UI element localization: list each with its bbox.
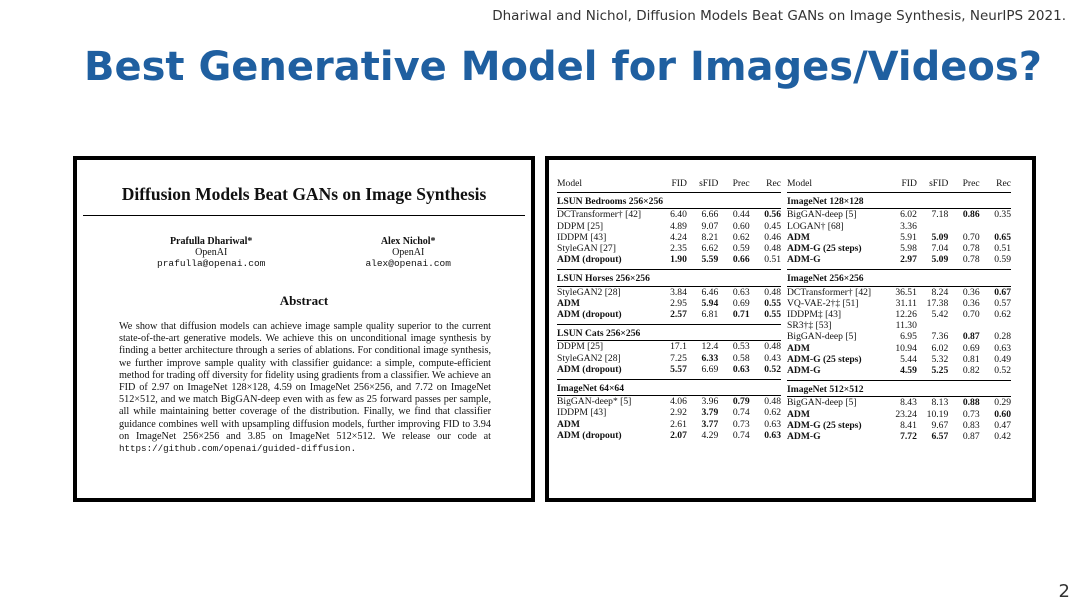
- slide-title: Best Generative Model for Images/Videos?: [84, 44, 1042, 90]
- prec-value: 0.62: [732, 231, 750, 243]
- section-header-row: [787, 381, 1011, 397]
- model-name: LOGAN† [68]: [787, 220, 844, 232]
- fid-value: 3.84: [670, 286, 687, 298]
- fid-value: 5.57: [670, 363, 687, 375]
- fid-value: 4.89: [670, 220, 687, 232]
- sfid-value: 3.96: [701, 396, 719, 408]
- fid-value: 2.57: [670, 309, 687, 321]
- fid-value: 8.41: [900, 419, 917, 431]
- model-name: IDDPM [43]: [557, 231, 607, 243]
- sfid-value: 6.46: [701, 286, 719, 298]
- rec-value: 0.67: [994, 286, 1011, 298]
- results-table: [787, 178, 1011, 442]
- fid-value: 5.98: [900, 243, 917, 255]
- table-row: [557, 309, 781, 320]
- prec-value: 0.53: [732, 341, 750, 353]
- rec-value: 0.55: [764, 297, 781, 309]
- table-row: [557, 209, 781, 221]
- model-name: BigGAN-deep [5]: [787, 209, 857, 221]
- table-row: [557, 396, 781, 408]
- prec-value: 0.87: [962, 331, 980, 343]
- column-header: sFID: [687, 178, 718, 193]
- section-header-row: [557, 270, 781, 286]
- sfid-value: 6.57: [931, 431, 949, 443]
- table-row: [557, 430, 781, 441]
- prec-value: 0.87: [962, 431, 980, 443]
- fid-value: 4.24: [670, 231, 687, 243]
- prec-value: 0.78: [962, 243, 980, 255]
- table-row: [787, 365, 1011, 376]
- paper-title: Diffusion Models Beat GANs on Image Synthesis: [121, 184, 487, 204]
- column-header: Rec: [980, 178, 1011, 193]
- rec-value: 0.62: [764, 407, 781, 419]
- results-table: [557, 178, 781, 441]
- table-row: [557, 243, 781, 254]
- model-name: DCTransformer† [42]: [787, 286, 872, 298]
- column-header: Prec: [718, 178, 749, 193]
- prec-value: 0.88: [962, 397, 980, 409]
- rec-value: 0.49: [994, 353, 1011, 365]
- table-row: [557, 254, 781, 265]
- author-block: [77, 236, 531, 269]
- prec-value: 0.74: [732, 429, 750, 441]
- model-name: ADM: [787, 342, 810, 354]
- section-header-row: [787, 193, 1011, 209]
- table-row: [787, 232, 1011, 243]
- sfid-value: 8.13: [931, 397, 949, 409]
- abstract-heading: Abstract: [279, 293, 329, 308]
- fid-value: 5.91: [900, 231, 917, 243]
- sfid-value: 7.18: [931, 209, 949, 221]
- fid-value: 12.26: [895, 309, 917, 321]
- column-header-row: [787, 178, 1011, 193]
- sfid-value: 6.33: [701, 352, 719, 364]
- model-name: SR3†‡ [53]: [787, 320, 832, 332]
- table-row: [557, 341, 781, 353]
- section-title: LSUN Bedrooms 256×256: [557, 193, 781, 209]
- prec-value: 0.36: [962, 297, 980, 309]
- results-table-right: [787, 178, 1011, 442]
- sfid-value: 8.21: [701, 231, 719, 243]
- model-name: ADM (dropout): [557, 254, 622, 266]
- results-tables: [545, 156, 1036, 502]
- sfid-value: 3.79: [701, 407, 719, 419]
- fid-value: 2.61: [670, 418, 687, 430]
- table-row: [787, 209, 1011, 221]
- sfid-value: 6.66: [701, 209, 719, 221]
- prec-value: 0.36: [962, 286, 980, 298]
- citation: Dhariwal and Nichol, Diffusion Models Beat GANs on Image Synthesis, NeurIPS 2021.: [492, 8, 1066, 24]
- sfid-value: 3.77: [701, 418, 719, 430]
- author-email: prafulla@openai.com: [157, 258, 266, 269]
- fid-value: 7.72: [900, 431, 917, 443]
- sfid-value: 5.94: [701, 297, 719, 309]
- model-name: ADM-G: [787, 431, 821, 443]
- prec-value: 0.59: [732, 243, 750, 255]
- prec-value: 0.78: [962, 254, 980, 266]
- sfid-value: 6.69: [701, 363, 719, 375]
- fid-value: 6.40: [670, 209, 687, 221]
- rec-value: 0.63: [764, 429, 781, 441]
- column-header: Model: [787, 178, 886, 193]
- fid-value: 2.97: [900, 254, 917, 266]
- abstract-text: [119, 321, 491, 455]
- prec-value: 0.63: [732, 363, 750, 375]
- prec-value: 0.83: [962, 419, 980, 431]
- table-row: [787, 309, 1011, 320]
- prec-value: 0.79: [732, 396, 750, 408]
- prec-value: 0.63: [732, 286, 750, 298]
- fid-value: 1.90: [670, 254, 687, 266]
- page-number: 2: [1058, 581, 1070, 602]
- model-name: ADM-G: [787, 365, 821, 377]
- rec-value: [980, 221, 1011, 232]
- column-header: FID: [656, 178, 687, 193]
- model-name: ADM-G (25 steps): [787, 419, 862, 431]
- section-title: LSUN Cats 256×256: [557, 325, 781, 341]
- rec-value: 0.60: [994, 408, 1011, 420]
- section-header-row: [787, 270, 1011, 286]
- table-row: [787, 243, 1011, 254]
- sfid-value: 9.07: [701, 220, 719, 232]
- model-name: ADM (dropout): [557, 429, 622, 441]
- table-row: [557, 407, 781, 418]
- sfid-value: 9.67: [931, 419, 949, 431]
- sfid-value: 6.02: [931, 342, 949, 354]
- prec-value: 0.69: [732, 297, 750, 309]
- prec-value: 0.44: [732, 209, 750, 221]
- table-row: [787, 254, 1011, 265]
- column-header: Prec: [948, 178, 979, 193]
- table-row: [787, 286, 1011, 298]
- fid-value: 8.43: [900, 397, 917, 409]
- model-name: StyleGAN [27]: [557, 243, 616, 255]
- sfid-value: 7.04: [931, 243, 949, 255]
- table-row: [787, 431, 1011, 442]
- table-row: [787, 354, 1011, 365]
- rec-value: 0.48: [764, 341, 781, 353]
- model-name: ADM-G (25 steps): [787, 353, 862, 365]
- model-name: BigGAN-deep [5]: [787, 397, 857, 409]
- author: [157, 236, 265, 269]
- model-name: IDDPM‡ [43]: [787, 309, 842, 321]
- author: [365, 236, 451, 269]
- fid-value: 36.51: [895, 286, 917, 298]
- prec-value: 0.74: [732, 407, 750, 419]
- fid-value: 4.06: [670, 396, 687, 408]
- sfid-value: 5.42: [931, 309, 949, 321]
- prec-value: 0.82: [962, 365, 980, 377]
- author-name: Alex Nichol*: [380, 236, 436, 247]
- author-affiliation: OpenAI: [392, 247, 425, 258]
- section-header-row: [557, 325, 781, 341]
- rec-value: 0.48: [764, 396, 781, 408]
- sfid-value: 6.62: [701, 243, 719, 255]
- column-header-row: [557, 178, 781, 193]
- rec-value: 0.55: [764, 309, 781, 321]
- rec-value: 0.46: [764, 231, 781, 243]
- rec-value: 0.42: [994, 431, 1011, 443]
- prec-value: 0.73: [732, 418, 750, 430]
- results-table-left: [557, 178, 781, 441]
- rec-value: 0.48: [764, 286, 781, 298]
- rec-value: 0.48: [764, 243, 781, 255]
- model-name: VQ-VAE-2†‡ [51]: [787, 297, 859, 309]
- model-name: BigGAN-deep* [5]: [557, 396, 632, 408]
- fid-value: 10.94: [895, 342, 917, 354]
- fid-value: 4.59: [900, 365, 917, 377]
- rec-value: 0.29: [994, 397, 1011, 409]
- prec-value: 0.71: [732, 309, 750, 321]
- rec-value: 0.35: [994, 209, 1011, 221]
- fid-value: 6.02: [900, 209, 917, 221]
- author-affiliation: OpenAI: [195, 247, 228, 258]
- fid-value: 2.92: [670, 407, 687, 419]
- prec-value: 0.86: [962, 209, 980, 221]
- sfid-value: 5.32: [931, 353, 949, 365]
- table-row: [787, 420, 1011, 431]
- table-row: [557, 364, 781, 375]
- fid-value: 6.95: [900, 331, 917, 343]
- sfid-value: 10.19: [926, 408, 949, 420]
- rec-value: 0.63: [764, 418, 781, 430]
- model-name: ADM-G (25 steps): [787, 243, 862, 255]
- fid-value: 11.30: [895, 320, 917, 332]
- section-header-row: [557, 193, 781, 209]
- rec-value: 0.47: [994, 419, 1011, 431]
- model-name: ADM: [557, 297, 580, 309]
- model-name: ADM (dropout): [557, 363, 622, 375]
- rec-value: 0.57: [994, 297, 1011, 309]
- paper-excerpt: [73, 156, 535, 502]
- model-name: StyleGAN2 [28]: [557, 286, 621, 298]
- sfid-value: 8.24: [931, 286, 949, 298]
- prec-value: 0.58: [732, 352, 750, 364]
- prec-value: 0.73: [962, 408, 980, 420]
- model-name: StyleGAN2 [28]: [557, 352, 621, 364]
- sfid-value: 4.29: [701, 429, 719, 441]
- fid-value: 7.25: [670, 352, 687, 364]
- fid-value: 2.07: [670, 429, 687, 441]
- column-header: Model: [557, 178, 656, 193]
- table-row: [787, 320, 1011, 331]
- model-name: ADM (dropout): [557, 309, 622, 321]
- rec-value: 0.28: [994, 331, 1011, 343]
- sfid-value: [917, 320, 948, 331]
- prec-value: [948, 320, 979, 331]
- section-title: ImageNet 64×64: [557, 380, 781, 396]
- sfid-value: 5.09: [931, 254, 949, 266]
- sfid-value: 6.81: [701, 309, 719, 321]
- prec-value: 0.70: [962, 309, 980, 321]
- fid-value: 2.95: [670, 297, 687, 309]
- fid-value: 2.35: [670, 243, 687, 255]
- table-row: [787, 409, 1011, 420]
- model-name: DCTransformer† [42]: [557, 209, 642, 221]
- rec-value: 0.51: [994, 243, 1011, 255]
- fid-value: 5.44: [900, 353, 917, 365]
- prec-value: 0.69: [962, 342, 980, 354]
- prec-value: 0.70: [962, 231, 980, 243]
- rec-value: 0.43: [764, 352, 781, 364]
- sfid-value: [917, 221, 948, 232]
- prec-value: [948, 221, 979, 232]
- section-title: LSUN Horses 256×256: [557, 270, 781, 286]
- section-title: ImageNet 512×512: [787, 381, 1011, 397]
- column-header: FID: [886, 178, 917, 193]
- model-name: IDDPM [43]: [557, 407, 607, 419]
- model-name: BigGAN-deep [5]: [787, 331, 857, 343]
- rec-value: 0.65: [994, 231, 1011, 243]
- table-row: [787, 331, 1011, 342]
- section-title: ImageNet 256×256: [787, 270, 1011, 286]
- table-row: [557, 232, 781, 243]
- section-title: ImageNet 128×128: [787, 193, 1011, 209]
- model-name: ADM-G: [787, 254, 821, 266]
- prec-value: 0.60: [732, 220, 750, 232]
- column-header: sFID: [917, 178, 948, 193]
- table-row: [557, 286, 781, 298]
- model-name: ADM: [557, 418, 580, 430]
- fid-value: 31.11: [895, 297, 917, 309]
- author-name: Prafulla Dhariwal*: [169, 236, 253, 247]
- rec-value: 0.56: [764, 209, 781, 221]
- fid-value: 3.36: [900, 220, 917, 232]
- rec-value: 0.59: [994, 254, 1011, 266]
- section-header-row: [557, 380, 781, 396]
- table-row: [557, 221, 781, 232]
- sfid-value: 7.36: [931, 331, 949, 343]
- rec-value: 0.51: [764, 254, 781, 266]
- column-header: Rec: [750, 178, 781, 193]
- rec-value: 0.45: [764, 220, 781, 232]
- table-row: [787, 298, 1011, 309]
- abstract-body: We show that diffusion models can achieve image sample quality superior to the current state-of-the-art generative models. We achieve this on unconditional image synthesis by finding a better architecture through a series of ablations. For conditional image synthesis, we further improve sample quality with classifier guidance: a simple, compute-efficient method for trading off diversity for fidelity using gradients from a classifier. We achieve an FID of 2.97 on ImageNet 128×128, 4.59 on ImageNet 256×256, and 7.72 on ImageNet 512×512, and we match BigGAN-deep even with as few as 25 forward passes per sample, all while maintaining better coverage of the distribution. Finally, we find that classifier guidance combines well with upsampling diffusion models, further improving FID to 3.94 on ImageNet 256×256 and 3.85 on ImageNet 512×512. We release our code at: [119, 321, 491, 442]
- title-rule: [83, 215, 525, 216]
- sfid-value: 5.09: [931, 231, 949, 243]
- model-name: DDPM [25]: [557, 341, 604, 353]
- fid-value: 23.24: [895, 408, 917, 420]
- rec-value: 0.52: [764, 363, 781, 375]
- table-row: [557, 353, 781, 364]
- fid-value: 17.1: [670, 341, 687, 353]
- table-row: [557, 298, 781, 309]
- sfid-value: 12.4: [701, 341, 719, 353]
- table-row: [557, 419, 781, 430]
- model-name: ADM: [787, 231, 810, 243]
- prec-value: 0.81: [962, 353, 980, 365]
- sfid-value: 17.38: [926, 297, 949, 309]
- model-name: DDPM [25]: [557, 220, 604, 232]
- rec-value: 0.63: [994, 342, 1011, 354]
- prec-value: 0.66: [732, 254, 750, 266]
- table-row: [787, 397, 1011, 409]
- code-url: https://github.com/openai/guided-diffusion.: [119, 443, 357, 455]
- author-email: alex@openai.com: [365, 258, 451, 269]
- model-name: ADM: [787, 408, 810, 420]
- sfid-value: 5.25: [931, 365, 949, 377]
- sfid-value: 5.59: [701, 254, 719, 266]
- table-row: [787, 343, 1011, 354]
- rec-value: [980, 320, 1011, 331]
- table-row: [787, 221, 1011, 232]
- rec-value: 0.62: [994, 309, 1011, 321]
- rec-value: 0.52: [994, 365, 1011, 377]
